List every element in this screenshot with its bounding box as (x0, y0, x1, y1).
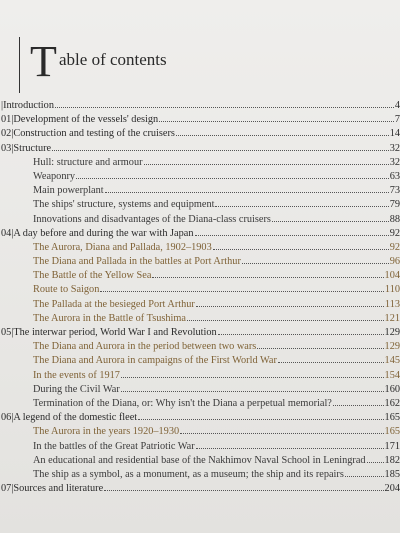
page-number: 63 (389, 170, 400, 182)
page-number: 165 (384, 426, 400, 438)
entry-title: A legend of the domestic fleet (13, 412, 138, 424)
chapter-number: 01 (1, 114, 12, 126)
dot-leader (195, 226, 389, 236)
entry-title: Weaponry (33, 170, 76, 182)
toc-entry (33, 254, 400, 268)
entry-title: The Battle of the Yellow Sea (33, 270, 152, 282)
toc-entry (33, 353, 400, 367)
toc-entry (33, 212, 400, 226)
entry-title: The Pallada at the besieged Port Arthur (33, 298, 195, 310)
page-number: 129 (384, 341, 400, 353)
chapter-number: 04 (1, 227, 12, 239)
toc-entry (33, 183, 400, 197)
toc-entry (33, 467, 400, 481)
entry-title: Hull: structure and armour (33, 156, 143, 168)
dot-leader (333, 396, 384, 406)
page-number: 185 (384, 468, 400, 480)
toc-entry (1, 112, 400, 126)
entry-title: During the Civil War (33, 383, 120, 395)
entry-title: Development of the vessels' design (13, 114, 159, 126)
dot-leader (144, 155, 389, 165)
entry-title: Termination of the Diana, or: Why isn't the Diana a perpetual memorial? (33, 397, 332, 409)
entry-title: The Diana and Pallada in the battles at Port Arthur (33, 256, 241, 268)
toc-entry (33, 382, 400, 396)
chapter-separator: | (11, 412, 14, 424)
chapter-separator: | (11, 227, 14, 239)
dot-leader (196, 297, 384, 307)
toc-entry (33, 311, 400, 325)
toc-entry (1, 226, 400, 240)
dot-leader (100, 282, 384, 292)
chapter-number: 05 (1, 327, 12, 338)
page-number: 7 (394, 114, 400, 126)
page-number: 96 (389, 256, 400, 268)
chapter-separator: | (11, 128, 14, 140)
entry-title: Structure (13, 142, 52, 154)
entry-title: The Aurora in the Battle of Tsushima (33, 312, 186, 324)
toc-entry (33, 339, 400, 353)
dot-leader (105, 183, 389, 193)
dot-leader (76, 169, 389, 179)
page-number: 171 (384, 440, 400, 452)
dot-leader (159, 112, 394, 122)
entry-title: The Diana and Aurora in campaigns of the First World War (33, 355, 277, 367)
entry-title: Introduction (3, 100, 54, 111)
toc-entry (33, 396, 400, 410)
page-number: 79 (389, 199, 400, 211)
page-number: 32 (389, 156, 400, 168)
entry-title: Sources and literature (13, 483, 104, 495)
page-number: 104 (384, 270, 400, 282)
dot-leader (345, 467, 384, 477)
entry-title: The interwar period, World War I and Revolution (13, 327, 217, 338)
page-number: 121 (384, 312, 400, 324)
chapter-separator: | (11, 114, 14, 126)
page-number: 88 (389, 213, 400, 225)
toc-entry (33, 297, 400, 311)
toc-entry (1, 126, 400, 140)
dot-leader (367, 453, 384, 463)
page-number: 129 (384, 327, 400, 338)
chapter-number: 07 (1, 483, 12, 495)
page-number: 145 (384, 355, 400, 367)
page-number: 113 (384, 298, 400, 310)
entry-title: Construction and testing of the cruisers (13, 128, 175, 140)
toc-entry (33, 240, 400, 254)
page-number: 32 (389, 142, 400, 154)
page-number: 110 (384, 284, 400, 296)
page-number: 4 (394, 100, 400, 111)
dot-leader (52, 141, 389, 151)
chapter-separator: | (11, 327, 14, 338)
entry-title: Main powerplant (33, 185, 104, 197)
title-initial: T (30, 37, 57, 86)
title-rule (19, 37, 20, 93)
dot-leader (218, 325, 384, 335)
entry-title: The Diana and Aurora in the period between two wars (33, 341, 257, 353)
dot-leader (278, 353, 384, 363)
toc-entry (1, 141, 400, 155)
toc-entry (1, 481, 400, 495)
toc-entry (33, 155, 400, 169)
toc-entry (1, 410, 400, 424)
table-of-contents (1, 98, 400, 495)
dot-leader (121, 382, 384, 392)
entry-title: An educational and residential base of the Nakhimov Naval School in Leningrad (33, 454, 366, 466)
title-text: able of contents (59, 50, 167, 69)
toc-entry (33, 453, 400, 467)
dot-leader (257, 339, 383, 349)
chapter-separator: | (1, 100, 4, 111)
toc-entry (33, 368, 400, 382)
toc-entry (33, 439, 400, 453)
entry-title: Innovations and disadvantages of the Diana-class cruisers (33, 213, 271, 225)
dot-leader (138, 410, 383, 420)
entry-title: The Aurora in the years 1920–1930 (33, 426, 180, 438)
dot-leader (104, 481, 383, 491)
chapter-number: 03 (1, 142, 12, 154)
chapter-number: 02 (1, 128, 12, 140)
dot-leader (152, 268, 383, 278)
dot-leader (272, 212, 389, 222)
toc-entry (33, 169, 400, 183)
page-number: 165 (384, 412, 400, 424)
dot-leader (187, 311, 384, 321)
page-number: 92 (389, 241, 400, 253)
toc-entry (33, 197, 400, 211)
toc-entry (33, 282, 400, 296)
chapter-separator: | (11, 483, 14, 495)
dot-leader (215, 197, 388, 207)
toc-entry (33, 424, 400, 438)
entry-title: Route to Saigon (33, 284, 100, 296)
page-number: 73 (389, 185, 400, 197)
dot-leader (176, 126, 389, 136)
entry-title: The ship as a symbol, as a monument, as a museum; the ship and its repairs (33, 468, 344, 480)
dot-leader (55, 98, 394, 108)
page-number: 204 (384, 483, 400, 495)
dot-leader (213, 240, 389, 250)
toc-entry (1, 325, 400, 339)
dot-leader (242, 254, 389, 264)
dot-leader (196, 439, 384, 449)
page-number: 162 (384, 397, 400, 409)
page-number: 160 (384, 383, 400, 395)
entry-title: In the events of 1917 (33, 369, 120, 381)
page-number: 92 (389, 227, 400, 239)
toc-entry (33, 268, 400, 282)
chapter-number: 06 (1, 412, 12, 424)
chapter-separator: | (11, 142, 14, 154)
page-number: 154 (384, 369, 400, 381)
entry-title: The ships' structure, systems and equipment (33, 199, 215, 211)
entry-title: A day before and during the war with Japan (13, 227, 194, 239)
dot-leader (121, 368, 384, 378)
page-number: 14 (389, 128, 400, 140)
entry-title: The Aurora, Diana and Pallada, 1902–1903 (33, 241, 212, 253)
toc-entry (1, 98, 400, 112)
dot-leader (180, 424, 383, 434)
page-number: 182 (384, 454, 400, 466)
entry-title: In the battles of the Great Patriotic War (33, 440, 195, 452)
